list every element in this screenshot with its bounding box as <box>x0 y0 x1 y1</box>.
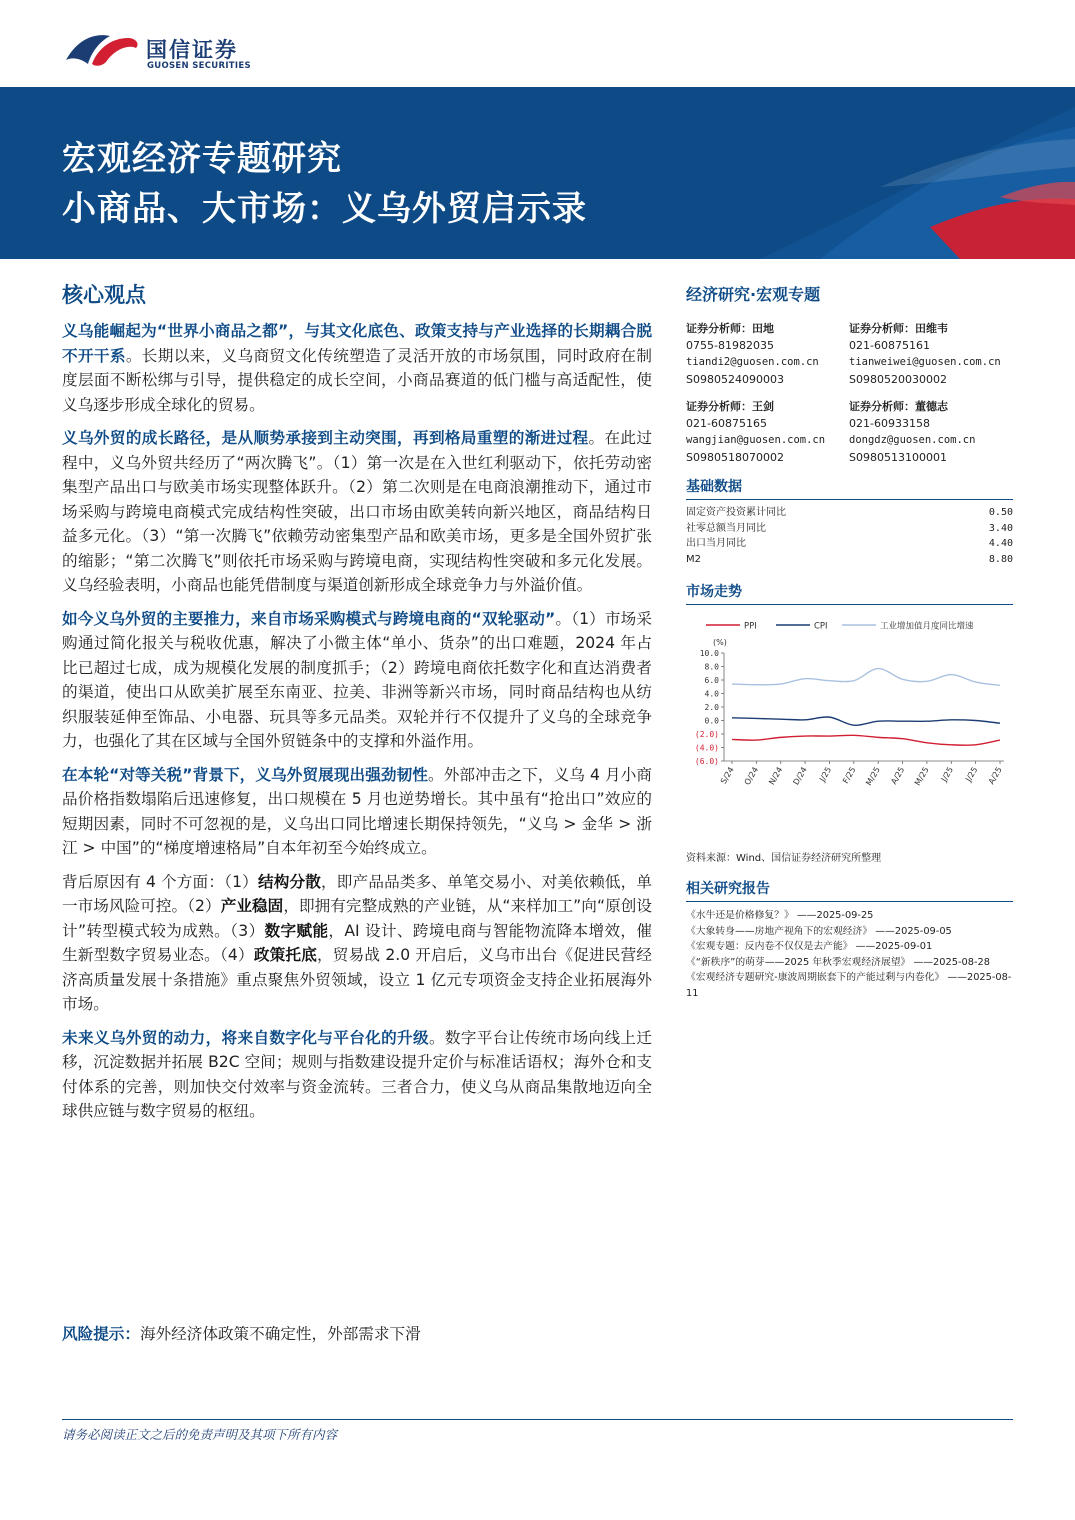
report-title: 小商品、大市场：义乌外贸启示录 <box>62 189 587 229</box>
analyst-email[interactable]: tiandi2@guosen.com.cn <box>686 356 819 368</box>
analyst-card <box>849 398 1012 466</box>
risk-label: 风险提示： <box>62 1325 140 1343</box>
analyst-phone: 021-60875165 <box>686 417 767 430</box>
market-trend-chart <box>686 613 1013 845</box>
x-tick-label: D/24 <box>791 765 809 787</box>
y-tick-label: 0.0 <box>704 716 719 726</box>
y-tick-label: (2.0) <box>694 730 719 739</box>
y-tick-label: 6.0 <box>704 676 719 685</box>
legend-label: CPI <box>814 621 828 632</box>
related-reports-list <box>686 908 1013 1001</box>
analyst-name: 证券分析师：田地 <box>686 322 774 335</box>
y-tick-label: (6.0) <box>694 757 719 766</box>
basic-data-row: 社零总额当月同比 3.40 <box>686 522 1013 534</box>
basic-data-row: M2 8.80 <box>686 553 1013 565</box>
core-paragraph-6: 未来义乌外贸的动力，将来自数字化与平台化的升级。数字平台让传统市场向线上迁移，沉淀数据并拓展 B2C 空间；规则与指数建设提升定价与标准话语权；海外仓和支付体系的完善，则加快交付效率与资金流转。三者合力，使义乌从商品集散地迈向全球供应链与数字贸易的枢纽。 <box>62 1028 652 1120</box>
company-logo <box>62 30 262 78</box>
analyst-name: 证券分析师：田维韦 <box>849 322 948 335</box>
footer-divider <box>62 1419 1013 1420</box>
core-paragraph-3: 如今义乌外贸的主要推力，来自市场采购模式与跨境电商的“双轮驱动”。（1）市场采购通过简化报关与税收优惠，解决了小微主体“单小、货杂”的出口难题，2024 年占比已超过七成，成为规模化发展的制度抓手；（2）跨境电商依托数字化和直达消费者的渠道，使出口从欧美扩展至东南亚、拉美、非洲等新兴市场，同时商品结构也从纺织服装延伸至饰品、小电器、玩具等多元品类。双轮并行不仅提升了义乌的全球竞争力，也强化了其在区域与全国外贸链条中的支撑和外溢作用。 <box>62 609 653 750</box>
series-line <box>732 669 1000 686</box>
analyst-cert: S0980518070002 <box>686 451 784 464</box>
x-tick-label: F/25 <box>841 765 858 786</box>
y-tick-label: 4.0 <box>704 689 719 699</box>
x-tick-label: M/25 <box>864 765 882 788</box>
analyst-email[interactable]: tianweiwei@guosen.com.cn <box>849 356 1001 368</box>
basic-data-heading: 基础数据 <box>686 476 1013 500</box>
core-paragraph-5: 背后原因有 4 个方面：（1）结构分散，即产品品类多、单笔交易小、对美依赖低，单一市场风险可控。（2）产业稳固，即拥有完整成熟的产业链，从“来样加工”向“原创设计”转型模式较为成熟。（3）数字赋能，AI 设计、跨境电商与智能物流降本增效，催生新型数字贸易业态。（4）政策托底，贸易战 2.0 开启后，义乌市出台《促进民营经济高质量发展十条措施》重点聚焦外贸领域，设立 1 亿元专项资金支持企业拓展海外市场。 <box>62 872 652 1013</box>
x-tick-label: J/25 <box>817 765 834 784</box>
legend-label: PPI <box>744 621 757 632</box>
x-tick-label: O/24 <box>742 765 761 787</box>
series-line <box>732 735 1000 745</box>
y-tick-label: 2.0 <box>704 703 719 712</box>
analyst-card <box>849 320 1012 388</box>
report-series-title: 宏观经济专题研究 <box>62 139 342 179</box>
footer-disclaimer: 请务必阅读正文之后的免责声明及其项下所有内容 <box>62 1427 338 1442</box>
x-tick-label: M/25 <box>912 765 931 788</box>
x-tick-label: A/25 <box>986 765 1004 786</box>
logo-chinese-name: 国信证券 <box>146 38 238 62</box>
related-reports-section <box>686 878 1013 1001</box>
related-reports-heading: 相关研究报告 <box>686 878 1013 902</box>
basic-data-section <box>686 476 1013 567</box>
related-report-item[interactable]: 《“新秩序”的萌芽——2025 年秋季宏观经济展望》 ——2025-08-28 <box>686 956 990 968</box>
series-line <box>732 717 1000 725</box>
guosen-logo-mark <box>62 30 142 70</box>
y-tick-label: 8.0 <box>704 662 719 672</box>
market-trend-heading: 市场走势 <box>686 581 1013 605</box>
analyst-phone: 021-60933158 <box>849 417 930 430</box>
trend-chart-svg <box>686 613 1013 845</box>
analyst-phone: 0755-81982035 <box>686 339 774 352</box>
basic-data-table <box>686 505 1013 567</box>
title-banner <box>0 87 1075 259</box>
analyst-email[interactable]: dongdz@guosen.com.cn <box>849 434 976 446</box>
core-views-heading: 核心观点 <box>62 283 146 307</box>
risk-warning <box>62 1322 421 1344</box>
related-report-item[interactable]: 《宏观专题：反内卷不仅仅是去产能》 ——2025-09-01 <box>686 941 933 952</box>
market-trend-section <box>686 581 1013 864</box>
x-tick-label: J/25 <box>939 765 956 784</box>
core-views-column <box>62 280 652 1124</box>
analyst-cert: S0980524090003 <box>686 373 784 386</box>
analyst-cert: S0980520030002 <box>849 373 947 386</box>
basic-data-row: 出口当月同比 4.40 <box>686 538 1013 549</box>
analyst-card <box>686 398 849 466</box>
risk-text: 海外经济体政策不确定性，外部需求下滑 <box>139 1325 421 1343</box>
basic-data-row: 固定资产投资累计同比 0.50 <box>686 507 1013 518</box>
core-paragraph-2: 义乌外贸的成长路径，是从顺势承接到主动突围，再到格局重塑的渐进过程。在此过程中，义乌外贸共经历了“两次腾飞”。（1）第一次是在入世红利驱动下，依托劳动密集型产品出口与欧美市场实现整体跃升。（2）第二次则是在电商浪潮推动下，通过市场采购与跨境电商模式完成结构性突破，出口市场由欧美转向新兴地区，商品结构日益多元化。（3）“第一次腾飞”依赖劳动密集型产品和欧美市场，更多是全国外贸扩张的缩影；“第二次腾飞”则依托市场采购与跨境电商，实现结构性突破和多元化发展。义乌经验表明，小商品也能凭借制度与渠道创新形成全球竞争力与外溢价值。 <box>62 429 652 594</box>
x-tick-label: J/25 <box>963 765 980 784</box>
analyst-name: 证券分析师：王剑 <box>686 400 774 413</box>
logo-english-name: GUOSEN SECURITIES <box>147 61 251 71</box>
related-report-item[interactable]: 《宏观经济专题研究-康波周期嵌套下的产能过剩与内卷化》 ——2025-08-11 <box>686 972 1012 999</box>
analyst-name: 证券分析师：董德志 <box>849 400 948 413</box>
x-tick-label: N/24 <box>767 765 785 787</box>
analyst-card <box>686 320 849 388</box>
y-tick-label: (4.0) <box>694 743 719 753</box>
x-tick-label: S/24 <box>718 765 736 786</box>
y-tick-label: 10.0 <box>699 649 719 658</box>
analyst-phone: 021-60875161 <box>849 339 930 352</box>
y-axis-unit: (%) <box>713 638 727 647</box>
report-category: 经济研究·宏观专题 <box>686 285 821 304</box>
core-paragraph-1: 义乌能崛起为“世界小商品之都”，与其文化底色、政策支持与产业选择的长期耦合脱不开干系。长期以来，义乌商贸文化传统塑造了灵活开放的市场氛围，同时政府在制度层面不断松绑与引导，提供稳定的成长空间，小商品赛道的低门槛与高适配性，使义乌逐步形成全球化的贸易。 <box>62 322 652 414</box>
analyst-cert: S0980513100001 <box>849 451 947 464</box>
analyst-email[interactable]: wangjian@guosen.com.cn <box>686 434 826 446</box>
related-report-item[interactable]: 《水牛还是价格修复？》 ——2025-09-25 <box>686 910 874 921</box>
x-tick-label: A/25 <box>889 765 907 786</box>
sidebar <box>686 282 1013 1001</box>
core-paragraph-4: 在本轮“对等关税”背景下，义乌外贸展现出强劲韧性。外部冲击之下，义乌 4 月小商品价格指数塌陷后迅速修复，出口规模在 5 月也逆势增长。其中虽有“抢出口”效应的短期因素，同时不可忽视的是，义乌出口同比增速长期保持领先，“义乌 > 金华 > 浙江 > 中国”的“梯度增速格局”自本年初至今始终成立。 <box>62 765 652 857</box>
chart-source: 资料来源：Wind、国信证券经济研究所整理 <box>686 853 882 864</box>
analyst-list <box>686 320 1013 466</box>
related-report-item[interactable]: 《大象转身——房地产视角下的宏观经济》 ——2025-09-05 <box>686 925 952 937</box>
legend-label: 工业增加值月度同比增速 <box>880 621 974 632</box>
